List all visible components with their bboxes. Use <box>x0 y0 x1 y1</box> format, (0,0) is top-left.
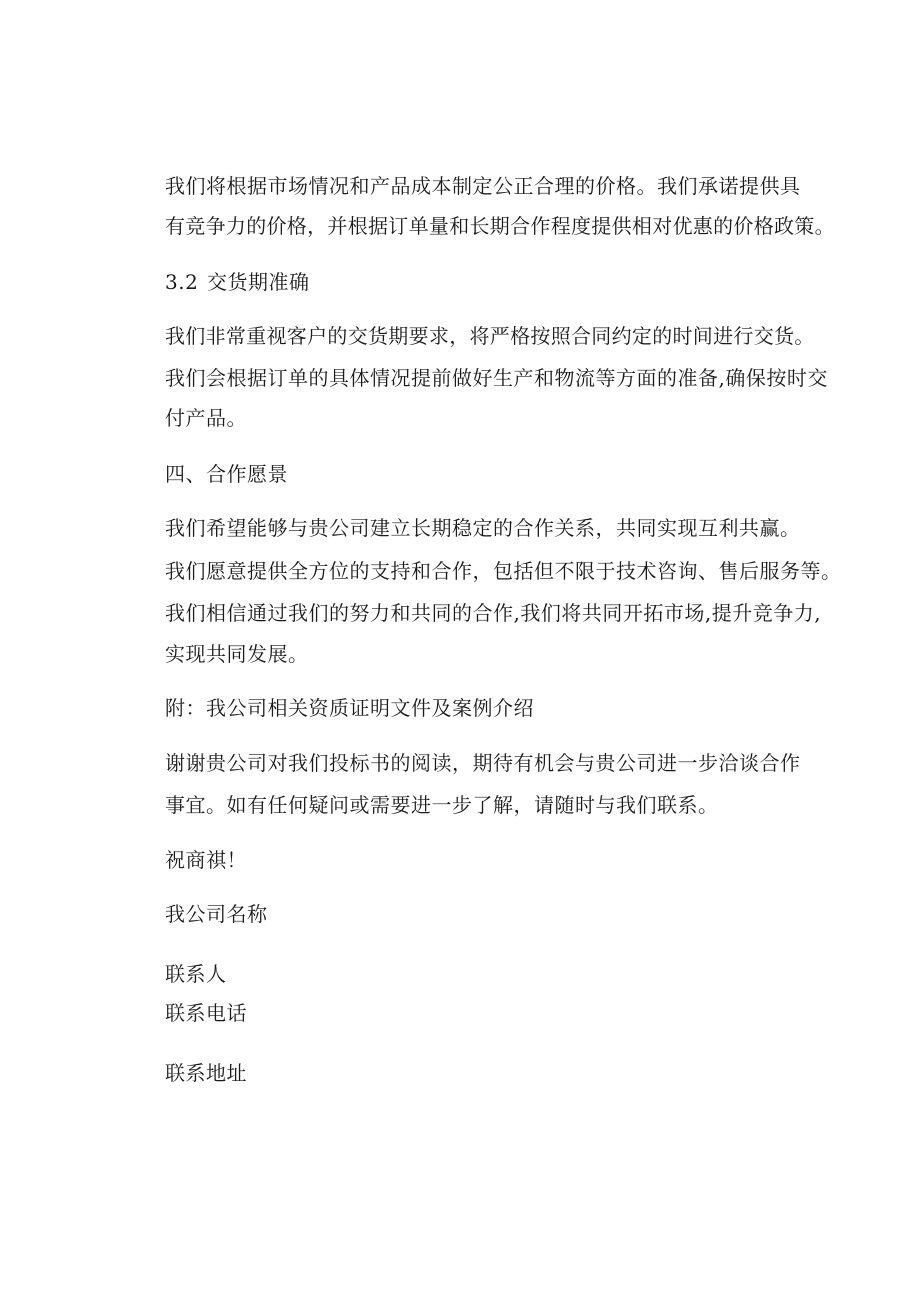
paragraph-vision-line-4: 实现共同发展。 <box>165 642 309 666</box>
paragraph-vision-line-3: 我们相信通过我们的努力和共同的合作,我们将共同开拓市场,提升竞争力, <box>165 601 822 625</box>
paragraph-vision-line-1: 我们希望能够与贵公司建立长期稳定的合作关系，共同实现互利共赢。 <box>165 516 801 540</box>
paragraph-delivery-line-1: 我们非常重视客户的交货期要求，将严格按照合同约定的时间进行交货。 <box>165 324 815 348</box>
appendix-note: 附：我公司相关资质证明文件及案例介绍 <box>165 696 534 720</box>
paragraph-thanks-line-2: 事宜。如有任何疑问或需要进一步了解，请随时与我们联系。 <box>165 793 719 817</box>
contact-address: 联系地址 <box>165 1061 247 1085</box>
section-number: 3.2 <box>165 270 199 294</box>
paragraph-price-line-2: 有竞争力的价格，并根据订单量和长期合作程度提供相对优惠的价格政策。 <box>165 214 835 238</box>
section-heading-4: 四、合作愿景 <box>165 462 288 486</box>
contact-person: 联系人 <box>165 962 227 986</box>
company-name: 我公司名称 <box>165 902 268 926</box>
closing-greeting: 祝商祺！ <box>165 848 247 872</box>
section-heading-3-2 <box>165 270 310 294</box>
section-title: 交货期准确 <box>207 270 310 294</box>
contact-phone: 联系电话 <box>165 1001 247 1025</box>
paragraph-delivery-line-2: 我们会根据订单的具体情况提前做好生产和物流等方面的准备,确保按时交 <box>165 366 828 390</box>
paragraph-delivery-line-3: 付产品。 <box>165 406 247 430</box>
paragraph-thanks-line-1: 谢谢贵公司对我们投标书的阅读，期待有机会与贵公司进一步洽谈合作 <box>165 751 801 775</box>
paragraph-price-line-1: 我们将根据市场情况和产品成本制定公正合理的价格。我们承诺提供具 <box>165 174 801 198</box>
paragraph-vision-line-2: 我们愿意提供全方位的支持和合作，包括但不限于技术咨询、售后服务等。 <box>165 559 842 583</box>
